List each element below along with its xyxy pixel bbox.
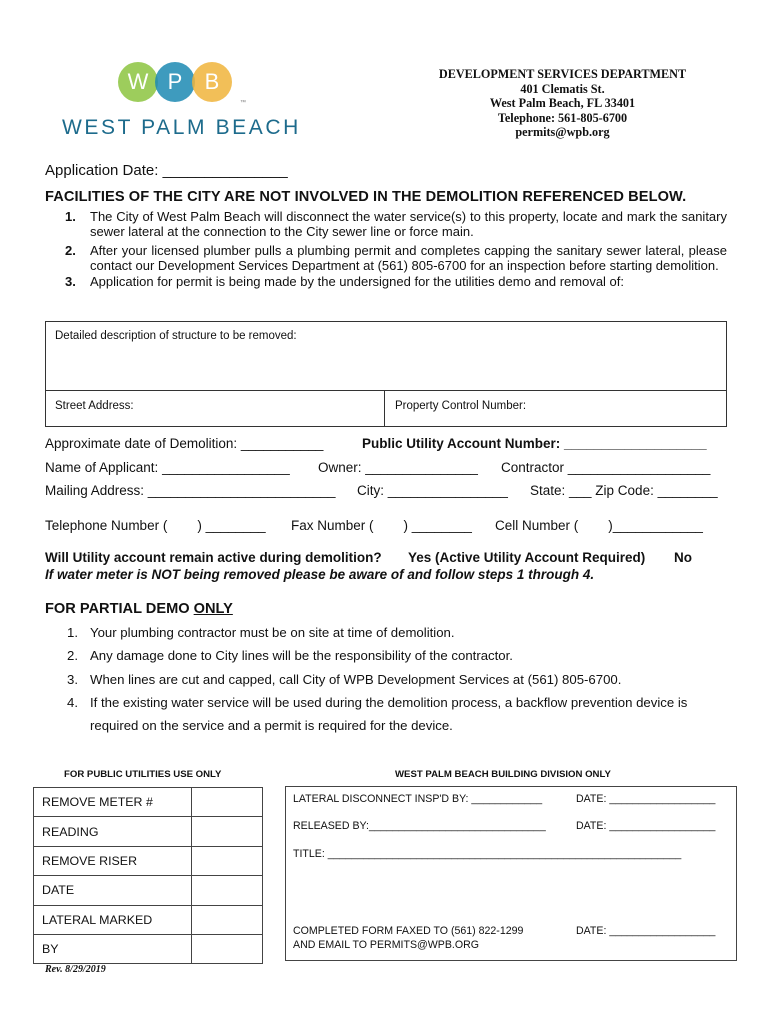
- reading-input[interactable]: [192, 817, 263, 846]
- step-item: 1. The City of West Palm Beach will disconnect the water service(s) to this property, locate and mark the sanitary sewer lateral at the connection to the City sewer line or force main.: [65, 209, 727, 239]
- completed-form-faxed: COMPLETED FORM FAXED TO (561) 822-1299: [293, 925, 524, 937]
- table-row: [34, 934, 263, 963]
- department-telephone: Telephone: 561-805-6700: [497, 110, 628, 125]
- wpb-logo: [62, 62, 312, 142]
- table-row: [34, 905, 263, 934]
- logo-circle-b: B: [192, 62, 232, 102]
- demolition-date-field[interactable]: Approximate date of Demolition: ___________: [45, 436, 324, 451]
- building-division-box: [285, 786, 737, 961]
- steps-list: [45, 209, 727, 289]
- revision-date: Rev. 8/29/2019: [45, 964, 106, 975]
- reading-label: READING: [34, 817, 192, 846]
- box-divider: [46, 390, 726, 391]
- structure-box: [45, 321, 727, 427]
- city-field[interactable]: City: ________________: [357, 483, 508, 498]
- application-date-field[interactable]: Application Date: _______________: [45, 162, 288, 179]
- date-input[interactable]: [192, 876, 263, 905]
- applicant-name-field[interactable]: Name of Applicant: _________________: [45, 460, 290, 475]
- department-street: 401 Clematis St.: [520, 81, 605, 96]
- date-label: DATE: [34, 876, 192, 905]
- telephone-field[interactable]: Telephone Number ( ) ________: [45, 518, 266, 533]
- lateral-marked-label: LATERAL MARKED: [34, 905, 192, 934]
- building-division-caption: WEST PALM BEACH BUILDING DIVISION ONLY: [395, 769, 611, 780]
- remove-meter-label: REMOVE METER #: [34, 788, 192, 817]
- main-heading: FACILITIES OF THE CITY ARE NOT INVOLVED IN THE DEMOLITION REFERENCED BELOW.: [45, 189, 687, 205]
- fax-field[interactable]: Fax Number ( ) ________: [291, 518, 472, 533]
- remove-riser-label: REMOVE RISER: [34, 846, 192, 875]
- mailing-address-field[interactable]: Mailing Address: _________________________: [45, 483, 336, 498]
- water-meter-warning: If water meter is NOT being removed please be aware of and follow steps 1 through 4.: [45, 567, 595, 582]
- title-field[interactable]: TITLE: ____________________________________________________________: [293, 848, 682, 860]
- department-city: West Palm Beach, FL 33401: [489, 96, 636, 110]
- lateral-marked-input[interactable]: [192, 905, 263, 934]
- table-row: [34, 788, 263, 817]
- lateral-date-field[interactable]: DATE: __________________: [576, 793, 716, 805]
- utility-yes-option[interactable]: Yes (Active Utility Account Required): [408, 550, 646, 565]
- logo-circle-w: W: [118, 62, 158, 102]
- completed-date-field[interactable]: DATE: __________________: [576, 925, 716, 937]
- released-by-field[interactable]: RELEASED BY:______________________________: [293, 820, 546, 832]
- department-header: [400, 67, 725, 140]
- structure-description-field[interactable]: Detailed description of structure to be removed:: [55, 330, 297, 342]
- state-zip-field[interactable]: State: ___ Zip Code: ________: [530, 483, 718, 498]
- box-vertical-divider: [384, 390, 385, 426]
- contractor-field[interactable]: Contractor ___________________: [501, 460, 711, 475]
- logo-trademark: ™: [240, 100, 246, 106]
- cell-field[interactable]: Cell Number ( )____________: [495, 518, 703, 533]
- department-name: DEVELOPMENT SERVICES DEPARTMENT: [438, 67, 687, 81]
- property-control-number-field[interactable]: Property Control Number:: [395, 400, 527, 412]
- street-address-field[interactable]: Street Address:: [55, 400, 134, 412]
- table-row: [34, 846, 263, 875]
- utility-account-field[interactable]: Public Utility Account Number: ___________________: [362, 436, 707, 451]
- utility-no-option[interactable]: No: [674, 550, 692, 565]
- released-date-field[interactable]: DATE: __________________: [576, 820, 716, 832]
- step-item: 3. Application for permit is being made by the undersigned for the utilities demo and removal of:: [65, 274, 625, 289]
- public-utilities-caption: FOR PUBLIC UTILITIES USE ONLY: [64, 769, 222, 780]
- logo-name: WEST PALM BEACH: [62, 116, 301, 139]
- completed-form-email: AND EMAIL TO PERMITS@WPB.ORG: [293, 939, 479, 951]
- department-email: permits@wpb.org: [515, 125, 610, 139]
- utility-question: Will Utility account remain active during demolition?: [45, 550, 382, 565]
- by-label: BY: [34, 934, 192, 963]
- partial-demo-heading: FOR PARTIAL DEMO ONLY: [45, 601, 233, 617]
- logo-circle-p: P: [155, 62, 195, 102]
- remove-meter-input[interactable]: [192, 788, 263, 817]
- partial-demo-list: 1. Your plumbing contractor must be on site at time of demolition. 2. Any damage done to City lines will be the responsibility of the contractor. 3. When lines are cut and capped, call City of WPB Development Services at (561) 805-6700. 4. If the existing water service will be used during the demolition process, a backflow prevention device is required on the service and a permit is required for the device.: [67, 625, 688, 733]
- lateral-disconnect-field[interactable]: LATERAL DISCONNECT INSP'D BY: ____________: [293, 793, 543, 805]
- by-input[interactable]: [192, 934, 263, 963]
- remove-riser-input[interactable]: [192, 846, 263, 875]
- owner-field[interactable]: Owner: _______________: [318, 460, 478, 475]
- step-item: 2. After your licensed plumber pulls a plumbing permit and completes capping the sanitary sewer lateral, please contact our Development Services Department at (561) 805-6700 for an inspection before starting demolition.: [65, 243, 727, 273]
- public-utilities-table: [33, 787, 263, 964]
- table-row: [34, 876, 263, 905]
- table-row: [34, 817, 263, 846]
